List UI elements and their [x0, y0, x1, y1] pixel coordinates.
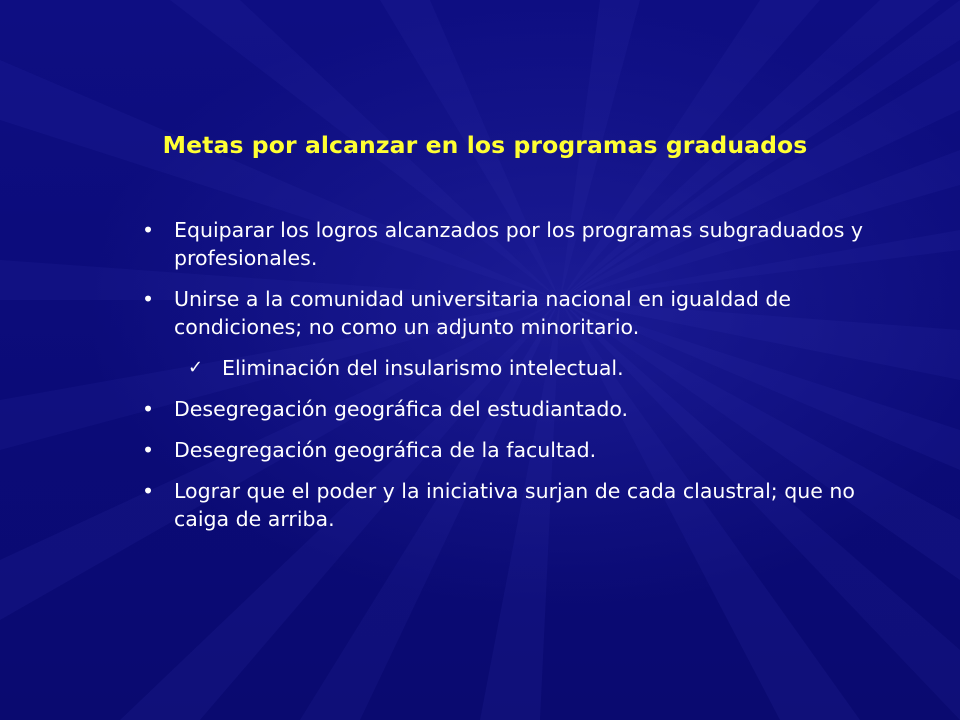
bullet-icon: •: [142, 438, 155, 462]
bullet-icon: •: [142, 397, 155, 421]
list-item: [140, 216, 900, 272]
sub-list-item: [140, 354, 900, 382]
list-item-text: Desegregación geográfica de la facultad.: [174, 438, 597, 462]
goals-list: [140, 216, 900, 546]
bullet-icon: •: [142, 218, 155, 242]
bullet-icon: •: [142, 479, 155, 503]
list-item-text: Desegregación geográfica del estudiantado.: [174, 397, 629, 421]
list-item-text: Equiparar los logros alcanzados por los programas subgraduados y profesionales.: [174, 218, 864, 270]
list-item: [140, 285, 900, 341]
checkmark-icon: ✓: [188, 357, 204, 378]
list-item: [140, 395, 900, 423]
list-item-text: Lograr que el poder y la iniciativa surjan de cada claustral; que no caiga de arriba.: [174, 479, 855, 531]
list-item: [140, 477, 900, 533]
list-item-text: Unirse a la comunidad universitaria nacional en igualdad de condiciones; no como un adjunto minoritario.: [174, 287, 792, 339]
slide-title: Metas por alcanzar en los programas graduados: [162, 131, 808, 159]
sub-list-item-text: Eliminación del insularismo intelectual.: [222, 356, 624, 380]
bullet-icon: •: [142, 287, 155, 311]
list-item: [140, 436, 900, 464]
